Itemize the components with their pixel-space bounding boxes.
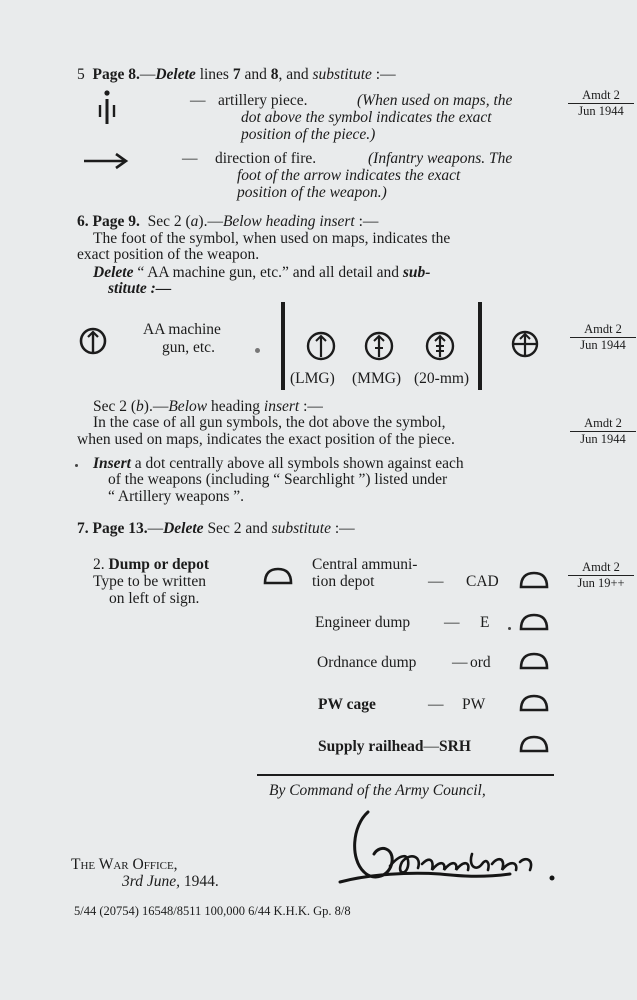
dump-title: 2. Dump or depot: [93, 556, 209, 573]
fire-dash: —: [182, 150, 198, 167]
insert-line-2: of the weapons (including “ Searchlight ”) listed under: [108, 471, 448, 488]
date-line: 3rd June, 1944.: [122, 873, 219, 890]
insert-line-1: Insert a dot centrally above all symbols shown against each: [93, 455, 464, 472]
fire-note-3: position of the weapon.): [237, 184, 387, 201]
dump-line-2: Type to be written: [93, 573, 206, 590]
artillery-note-2: dot above the symbol indicates the exact: [241, 109, 492, 126]
item6-para-line-2: exact position of the weapon.: [77, 246, 260, 263]
artillery-note-3: position of the piece.): [241, 126, 376, 143]
aa-gun-crosshair-icon: [510, 329, 540, 359]
lmg-icon: [305, 330, 337, 362]
engineer-dash: —: [444, 614, 460, 631]
item6-stitute-line: stitute :—: [108, 280, 172, 297]
command-line: By Command of the Army Council,: [269, 782, 486, 799]
dump-depot-icon: [518, 570, 550, 590]
dump-depot-icon: [518, 734, 550, 754]
amendment-note-2: Amdt 2 Jun 1944: [570, 322, 636, 352]
fire-note-2: foot of the arrow indicates the exact: [237, 167, 461, 184]
ordnance-label: Ordnance dump: [317, 654, 417, 671]
ordnance-code: ord: [470, 654, 491, 671]
aa-label-line-2: gun, etc.: [162, 339, 215, 356]
stray-dot: [508, 627, 511, 630]
sec2b-para-line-2: when used on maps, indicates the exact position of the piece.: [77, 431, 455, 448]
mmg-label: (MMG): [352, 370, 402, 387]
srh-row: Supply railhead—SRH: [318, 738, 471, 755]
item6-delete-line: Delete “ AA machine gun, etc.” and all detail and sub-: [93, 264, 431, 281]
dump-depot-icon: [518, 693, 550, 713]
mmg-icon: [363, 330, 395, 362]
pw-code: PW: [462, 696, 486, 713]
amendment-note-3: Amdt 2 Jun 1944: [570, 416, 636, 446]
pw-dash: —: [428, 696, 444, 713]
fire-text: direction of fire.: [215, 150, 317, 167]
item6-para-line-1: The foot of the symbol, when used on maps, indicates the: [93, 230, 451, 247]
amendment-note-4: Amdt 2 Jun 19++: [568, 560, 634, 590]
artillery-dash: —: [190, 92, 206, 109]
margin-mark: [75, 464, 78, 467]
insert-line-3: “ Artillery weapons ”.: [108, 488, 245, 505]
cad-label-1: Central ammuni-: [312, 556, 418, 573]
item5-heading: 5 Page 8.—Delete lines 7 and 8, and substitute :—: [77, 66, 396, 83]
lmg-label: (LMG): [290, 370, 335, 387]
20mm-label: (20-mm): [414, 370, 470, 387]
artillery-note-1: (When used on maps, the: [357, 92, 513, 109]
amendment-note-1: Amdt 2 Jun 1944: [568, 88, 634, 118]
stray-dot: [255, 348, 260, 353]
item6-heading: 6. Page 9. Sec 2 (a).—Below heading insert :—: [77, 213, 379, 230]
aa-label-line-1: AA machine: [143, 321, 221, 338]
cad-label-2: tion depot: [312, 573, 375, 590]
cad-code: CAD: [466, 573, 499, 590]
ordnance-dash: —: [452, 654, 468, 671]
divider-left: [281, 302, 285, 390]
artillery-text: artillery piece.: [218, 92, 308, 109]
dump-depot-icon: [518, 651, 550, 671]
engineer-code: E: [480, 614, 490, 631]
engineer-label: Engineer dump: [315, 614, 411, 631]
dump-depot-icon: [518, 612, 550, 632]
footer-rule: [257, 774, 554, 776]
20mm-icon: [424, 330, 456, 362]
sec2b-para-line-1: In the case of all gun symbols, the dot above the symbol,: [93, 414, 446, 431]
divider-right: [478, 302, 482, 390]
dump-depot-icon: [262, 566, 294, 586]
sec2b-heading: Sec 2 (b).—Below heading insert :—: [93, 398, 323, 415]
dump-line-3: on left of sign.: [109, 590, 200, 607]
pw-cage-label: PW cage: [318, 696, 376, 713]
aa-machine-gun-icon: [78, 326, 108, 356]
direction-of-fire-arrow-icon: [84, 152, 130, 170]
cad-dash: —: [428, 573, 444, 590]
fire-note-1: (Infantry weapons. The: [368, 150, 513, 167]
item7-heading: 7. Page 13.—Delete Sec 2 and substitute :—: [77, 520, 355, 537]
signature: [330, 804, 560, 899]
war-office-line: The War Office,: [71, 856, 178, 873]
print-code: 5/44 (20754) 16548/8511 100,000 6/44 K.H.K. Gp. 8/8: [74, 904, 351, 918]
artillery-piece-icon: [96, 90, 120, 126]
